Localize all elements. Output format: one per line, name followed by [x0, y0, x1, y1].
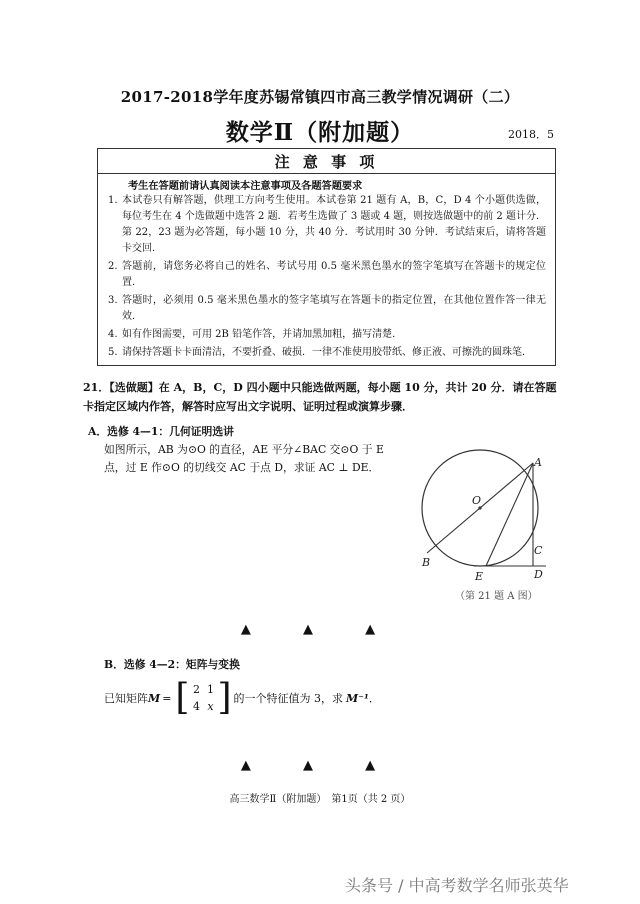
section-a-line-1: 如图所示，AB 为⊙O 的直径，AE 平分∠BAC 交⊙O 于 E [104, 443, 384, 456]
exam-title: 2017-2018学年度苏锡常镇四市高三教学情况调研（二） [120, 88, 520, 106]
matrix-m [175, 677, 232, 718]
left-bracket: [ [175, 677, 190, 718]
matrix-name: M [148, 691, 161, 705]
notice-list [108, 193, 546, 363]
separator-triangles: ▲ ▲ ▲ [240, 622, 400, 637]
notice-divider [98, 173, 555, 174]
notice-item [108, 293, 546, 325]
separator-triangles: ▲ ▲ ▲ [240, 758, 400, 773]
exam-date: 2018．5 [508, 128, 554, 141]
label-b: B [422, 556, 431, 569]
matrix-cell: 1 [206, 683, 214, 696]
label-a: A [534, 456, 542, 469]
notice-item-number: 3. [108, 295, 118, 306]
matrix-cell: x [207, 700, 214, 713]
notice-item [108, 193, 546, 257]
notice-item-text: 请保持答题卡卡面清洁，不要折叠、破损．一律不准使用胶带纸、修正液、可擦洗的圆珠笔． [122, 347, 532, 358]
notice-item-text: 本试卷只有解答题，供理工方向考生使用。本试卷第 21 题有 A，B，C，D 4 个小题供选做，每位考生在 4 个选做题中选答 2 题．若考生选做了 3 题或 4 题，则按选做题中的前 2 题计分．第 22，23 题为必答题，每小题 10 分，共 40 分．考试用时 30 分钟．考试结束后，请将答题卡交回． [122, 195, 546, 254]
question-21-instructions: 21．【选做题】在 A，B，C，D 四小题中只能选做两题，每小题 10 分，共计 20 分．请在答题卡指定区域内作答，解答时应写出文字说明、证明过程或演算步骤． [83, 381, 557, 413]
section-b-suffix: 的一个特征值为 3，求 [233, 692, 343, 705]
subject-title: 数学Ⅱ（附加题） [225, 119, 415, 146]
label-o: O [472, 494, 482, 507]
section-a-title: A．选修 4—1：几何证明选讲 [88, 425, 234, 438]
notice-box [97, 148, 556, 366]
section-b-title: B．选修 4—2：矩阵与变换 [104, 658, 240, 671]
section-b-prefix: 已知矩阵 [104, 692, 148, 705]
notice-item-number: 1. [108, 195, 118, 206]
notice-item-text: 答题时，必须用 0.5 毫米黑色墨水的签字笔填写在答题卡的指定位置，在其他位置作答一律无效． [122, 295, 546, 322]
section-b-end: ． [368, 692, 380, 705]
matrix-inverse: M⁻¹ [346, 691, 369, 705]
notice-item [108, 259, 546, 291]
figure-caption: （第 21 题 A 图） [455, 591, 538, 602]
geometry-figure [412, 446, 562, 586]
label-d: D [534, 568, 543, 581]
segment-ae [486, 463, 533, 566]
notice-item [108, 327, 546, 343]
matrix-cell: 2 [192, 683, 200, 696]
notice-item-number: 4. [108, 329, 118, 340]
matrix-entries [189, 683, 217, 713]
notice-item [108, 345, 546, 361]
notice-item-text: 如有作图需要，可用 2B 铅笔作答，并请加黑加粗，描写清楚． [122, 329, 403, 340]
notice-heading: 注 意 事 项 [274, 153, 379, 171]
notice-subheading: 考生在答题前请认真阅读本注意事项及各题答题要求 [128, 180, 363, 192]
page-footer: 高三数学Ⅱ（附加题） 第1页（共 2 页） [229, 794, 411, 805]
label-e: E [475, 570, 484, 583]
section-a-line-2: 点，过 E 作⊙O 的切线交 AC 于点 D，求证 AC ⊥ DE． [104, 461, 380, 474]
notice-item-number: 2. [108, 261, 118, 272]
notice-item-number: 5. [108, 347, 118, 358]
matrix-cell: 4 [192, 700, 200, 713]
section-b-problem [104, 677, 380, 718]
right-bracket: ] [217, 677, 232, 718]
section-a-problem [104, 441, 404, 477]
notice-item-text: 答题前，请您务必将自己的姓名、考试号用 0.5 毫米黑色墨水的签字笔填写在答题卡的规定位置． [122, 261, 546, 288]
watermark: 头条号 / 中高考数学名师张英华 [345, 876, 569, 895]
label-c: C [534, 544, 543, 557]
equals-sign: = [162, 691, 172, 705]
